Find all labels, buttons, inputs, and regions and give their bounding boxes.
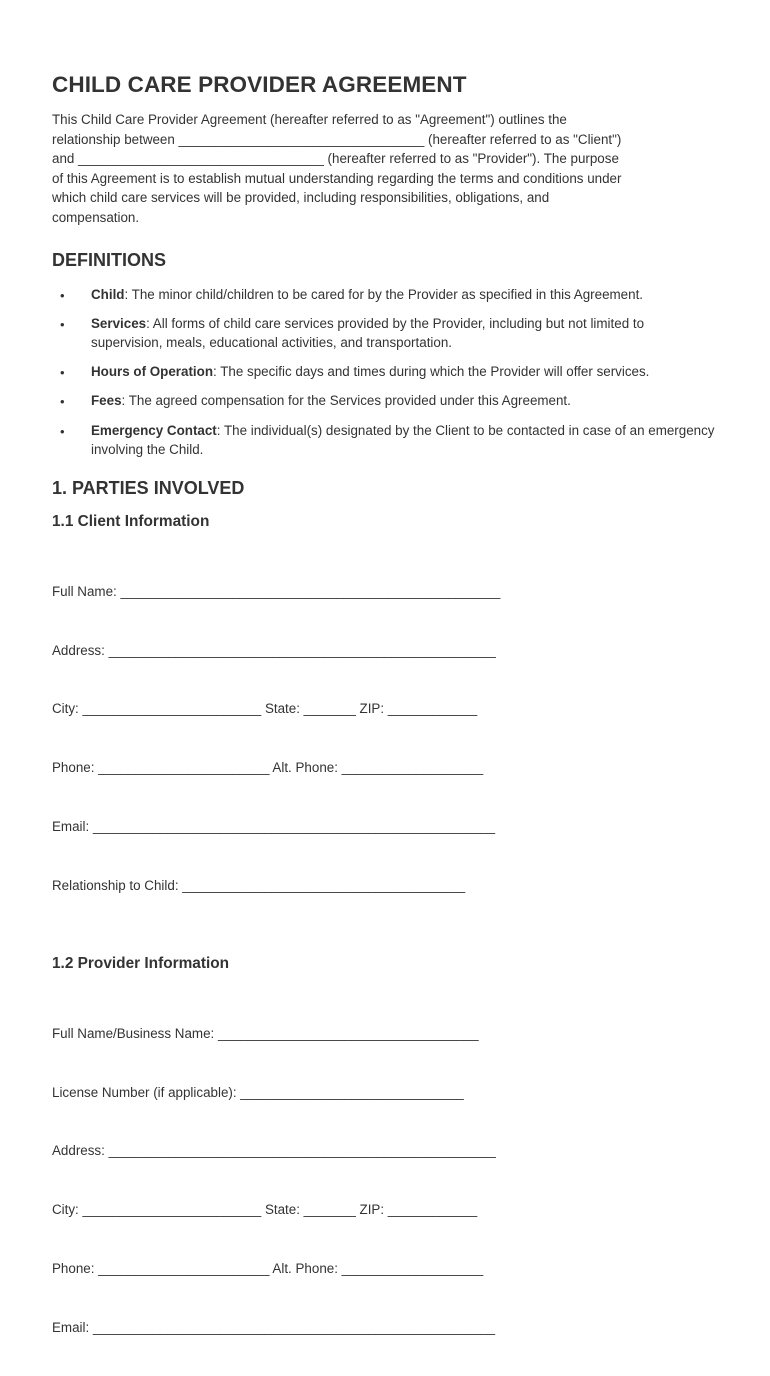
definitions-heading: DEFINITIONS — [52, 249, 167, 270]
intro-line: and _________________________________ (hereafter referred to as "Provider"). The purpose — [52, 151, 619, 167]
provider-info-fields — [52, 985, 718, 1376]
client-field-relationship[interactable]: Relationship to Child: ______________________________________ — [52, 877, 466, 893]
client-field-address[interactable]: Address: ____________________________________________________ — [52, 642, 496, 658]
provider-field-name[interactable]: Full Name/Business Name: ___________________________________ — [52, 1025, 479, 1041]
bullet-icon: • — [60, 365, 65, 381]
client-info-heading: 1.1 Client Information — [52, 512, 210, 530]
bullet-icon: • — [60, 423, 65, 439]
definition-term: Child — [91, 286, 125, 302]
definition-text: : The specific days and times during which the Provider will offer services. — [213, 364, 650, 380]
definition-text: : The minor child/children to be cared for by the Provider as specified in this Agreement. — [124, 286, 644, 302]
client-field-full-name[interactable]: Full Name: ___________________________________________________ — [52, 583, 501, 599]
definition-term: Emergency Contact — [91, 422, 217, 438]
intro-line: compensation. — [52, 209, 140, 225]
intro-line: of this Agreement is to establish mutual understanding regarding the terms and conditions under — [52, 170, 622, 186]
provider-field-phone[interactable]: Phone: _______________________ Alt. Phone: ___________________ — [52, 1260, 484, 1276]
client-field-phone[interactable]: Phone: _______________________ Alt. Phone: ___________________ — [52, 760, 484, 776]
definition-term: Services — [91, 315, 147, 331]
bullet-icon: • — [60, 394, 65, 410]
intro-line: which child care services will be provided, including responsibilities, obligations, and — [52, 190, 550, 206]
document-title: CHILD CARE PROVIDER AGREEMENT — [52, 72, 467, 97]
definition-term: Hours of Operation — [91, 364, 214, 380]
client-field-city-state-zip[interactable]: City: ________________________ State: _______ ZIP: ____________ — [52, 701, 478, 717]
definition-term: Fees — [91, 393, 122, 409]
definition-item — [52, 391, 718, 411]
client-field-email[interactable]: Email: ______________________________________________________ — [52, 819, 496, 835]
intro-line: This Child Care Provider Agreement (hereafter referred to as "Agreement") outlines the — [52, 112, 567, 127]
definitions-list — [52, 285, 718, 460]
definition-item — [52, 421, 718, 460]
definition-text: : The agreed compensation for the Services provided under this Agreement. — [121, 393, 571, 409]
client-info-fields — [52, 543, 718, 935]
bullet-icon: • — [60, 287, 65, 303]
bullet-icon: • — [60, 316, 65, 332]
provider-info-heading: 1.2 Provider Information — [52, 954, 230, 972]
definition-text: : All forms of child care services provided by the Provider, including but not limited to supervision, meals, educational activities, and transportation. — [91, 315, 645, 351]
provider-field-address[interactable]: Address: ____________________________________________________ — [52, 1143, 496, 1159]
definition-item — [52, 362, 718, 382]
intro-line: relationship between _________________________________ (hereafter referred to as "Client") — [52, 131, 622, 147]
definition-text: : The individual(s) designated by the Client to be contacted in case of an emergency involving the Child. — [91, 422, 715, 458]
parties-heading: 1. PARTIES INVOLVED — [52, 477, 245, 498]
provider-field-city-state-zip[interactable]: City: ________________________ State: _______ ZIP: ____________ — [52, 1202, 478, 1218]
definition-item — [52, 314, 718, 353]
definition-item — [52, 285, 718, 305]
provider-field-license[interactable]: License Number (if applicable): ______________________________ — [52, 1084, 464, 1100]
provider-field-email[interactable]: Email: ______________________________________________________ — [52, 1319, 496, 1335]
intro-paragraph — [52, 110, 718, 228]
